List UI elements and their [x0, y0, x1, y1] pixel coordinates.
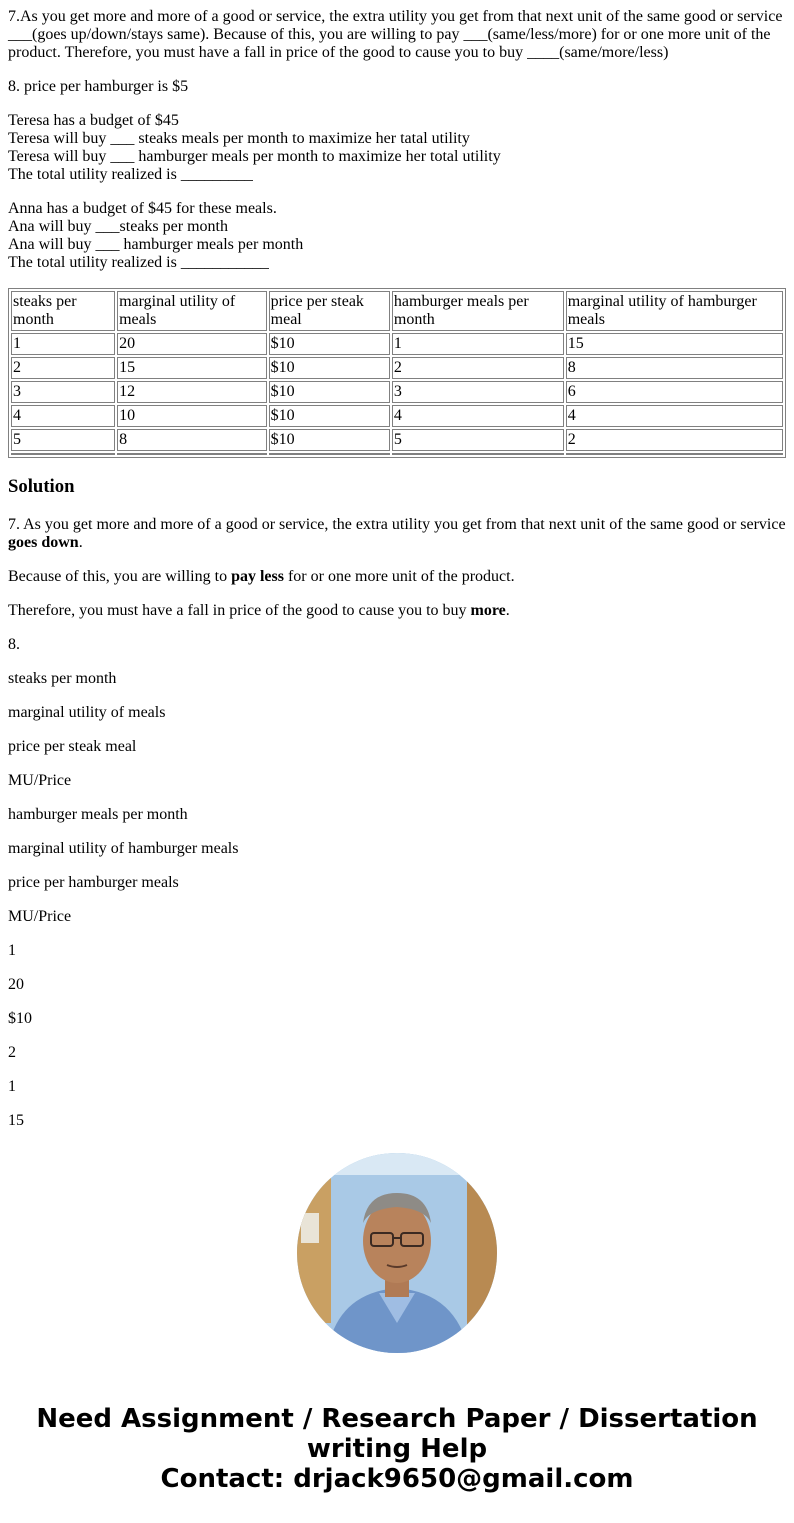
table-row	[11, 357, 783, 379]
table-cell-empty	[392, 453, 564, 455]
question-7: 7.As you get more and more of a good or service, the extra utility you get from that next unit of the same good or service ___(goes up/down/stays same). Because of this, you are willing to pay ___(same/less/more) for or one more unit of the product. Therefore, you must have a fall in price of the good to cause you to buy ____(same/more/less)	[8, 8, 783, 61]
solution-text: .	[505, 602, 510, 619]
solution-line: MU/Price	[8, 772, 72, 789]
anna-block	[8, 200, 786, 272]
solution-line: 2	[8, 1044, 16, 1061]
table-cell: 10	[117, 405, 267, 427]
table-cell: $10	[269, 405, 390, 427]
solution-paragraph-1	[8, 516, 786, 552]
person-portrait-icon	[297, 1153, 497, 1353]
footer-line: Need Assignment / Research Paper / Dissertation	[36, 1404, 758, 1434]
solution-answer: goes down	[8, 534, 79, 551]
table-cell: 15	[117, 357, 267, 379]
solution-line: marginal utility of meals	[8, 704, 166, 721]
teresa-line: Teresa will buy ___ hamburger meals per month to maximize her total utility	[8, 148, 501, 165]
table-cell: 1	[11, 333, 115, 355]
table-cell: 2	[392, 357, 564, 379]
solution-line: 1	[8, 942, 16, 959]
table-cell-empty	[11, 453, 115, 455]
table-row	[11, 405, 783, 427]
solution-text: 7. As you get more and more of a good or service, the extra utility you get from that next unit of the same good or service	[8, 516, 786, 533]
table-cell: 15	[566, 333, 783, 355]
table-cell: 4	[392, 405, 564, 427]
table-cell-empty	[117, 453, 267, 455]
table-cell: 2	[566, 429, 783, 451]
solution-answer: pay less	[231, 568, 284, 585]
table-cell: 3	[11, 381, 115, 403]
footer-banner	[0, 1404, 794, 1494]
table-row	[11, 333, 783, 355]
solution-heading: Solution	[8, 476, 75, 497]
table-row	[11, 381, 783, 403]
header-cell: marginal utility of meals	[117, 291, 267, 331]
solution-answer: more	[470, 602, 506, 619]
header-cell: price per steak meal	[269, 291, 390, 331]
solution-lines	[8, 636, 786, 1130]
table-cell: 6	[566, 381, 783, 403]
table-cell-empty	[269, 453, 390, 455]
anna-line: The total utility realized is ___________	[8, 254, 269, 271]
table-cell: 2	[11, 357, 115, 379]
teresa-block	[8, 112, 786, 184]
solution-line: price per hamburger meals	[8, 874, 179, 891]
solution-text: for or one more unit of the product.	[283, 568, 515, 585]
table-cell: $10	[269, 429, 390, 451]
solution-line: hamburger meals per month	[8, 806, 188, 823]
solution-text: .	[78, 534, 83, 551]
footer-line: writing Help	[306, 1434, 488, 1464]
solution-line: steaks per month	[8, 670, 117, 687]
solution-line: MU/Price	[8, 908, 72, 925]
solution-line: 8.	[8, 636, 20, 653]
table-cell: 1	[392, 333, 564, 355]
table-cell: 20	[117, 333, 267, 355]
table-cell: 4	[566, 405, 783, 427]
solution-line: $10	[8, 1010, 32, 1027]
avatar	[297, 1153, 497, 1353]
avatar-photo	[297, 1153, 497, 1353]
footer-contact: Contact: drjack9650@gmail.com	[160, 1464, 634, 1494]
table-cell: 5	[392, 429, 564, 451]
table-cell: 8	[566, 357, 783, 379]
solution-line: 1	[8, 1078, 16, 1095]
anna-line: Ana will buy ___ hamburger meals per month	[8, 236, 304, 253]
header-cell: steaks per month	[11, 291, 115, 331]
table-cell: $10	[269, 357, 390, 379]
teresa-line: Teresa has a budget of $45	[8, 112, 179, 129]
table-cell: 5	[11, 429, 115, 451]
table-cell: 3	[392, 381, 564, 403]
table-empty-row	[11, 453, 783, 455]
solution-text: Therefore, you must have a fall in price of the good to cause you to buy	[8, 602, 471, 619]
table-cell: 12	[117, 381, 267, 403]
solution-paragraph-2	[8, 568, 786, 586]
header-cell: hamburger meals per month	[392, 291, 564, 331]
header-cell: marginal utility of hamburger meals	[566, 291, 783, 331]
utility-table	[8, 288, 786, 458]
table-cell: 4	[11, 405, 115, 427]
question-8: 8. price per hamburger is $5	[8, 78, 189, 95]
anna-line: Anna has a budget of $45 for these meals.	[8, 200, 277, 217]
solution-line: price per steak meal	[8, 738, 137, 755]
table-cell: $10	[269, 381, 390, 403]
solution-line: marginal utility of hamburger meals	[8, 840, 239, 857]
solution-line: 20	[8, 976, 24, 993]
table-header-row	[11, 291, 783, 331]
table-cell: 8	[117, 429, 267, 451]
teresa-line: The total utility realized is _________	[8, 166, 253, 183]
table-cell: $10	[269, 333, 390, 355]
teresa-line: Teresa will buy ___ steaks meals per month to maximize her tatal utility	[8, 130, 470, 147]
anna-line: Ana will buy ___steaks per month	[8, 218, 228, 235]
table-cell-empty	[566, 453, 783, 455]
solution-line: 15	[8, 1112, 24, 1129]
table-row	[11, 429, 783, 451]
solution-paragraph-3	[8, 602, 786, 620]
solution-text: Because of this, you are willing to	[8, 568, 232, 585]
